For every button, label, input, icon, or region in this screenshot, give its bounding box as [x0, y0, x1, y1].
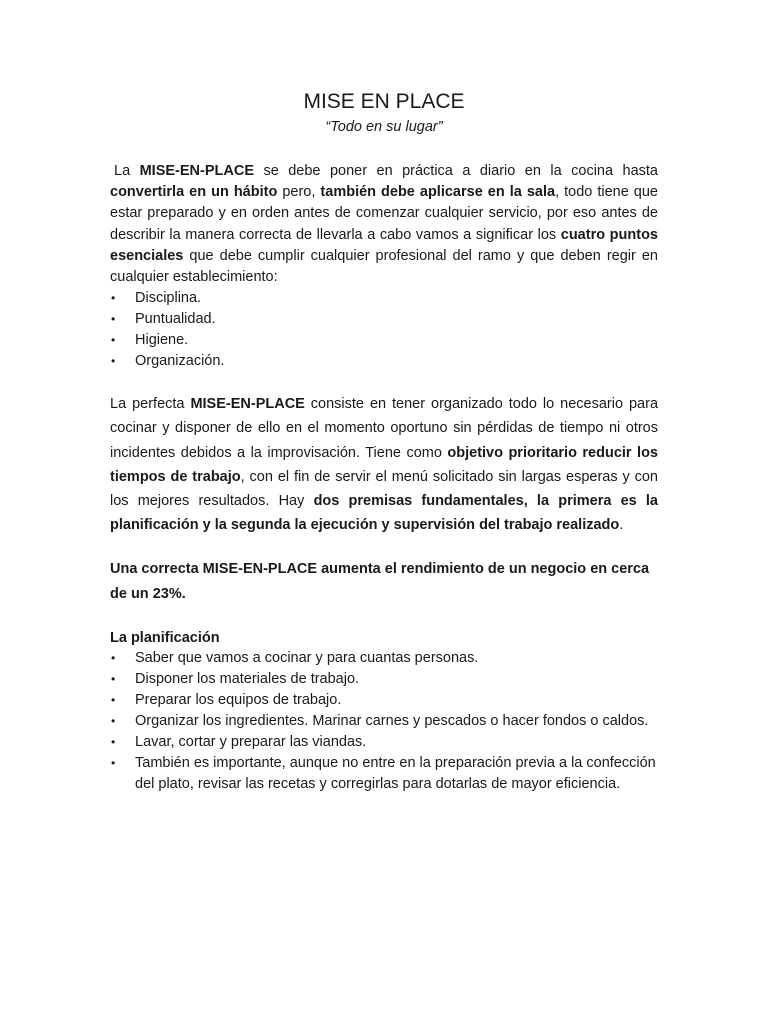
- document-subtitle: “Todo en su lugar”: [325, 119, 443, 135]
- document-title: MISE EN PLACE: [303, 90, 465, 113]
- intro-text-3: pero,: [277, 184, 321, 201]
- para2-text-1: La perfecta: [110, 396, 191, 413]
- para2-text-2: consiste en tener organizado todo lo necesario para cocinar y disponer de ello en el momento oportuno sin pérdidas de tiempo ni otros incidentes debidos a la improvisación. Tiene como: [110, 396, 659, 461]
- para2-bold-2: objetivo prioritario reducir los tiempos de trabajo: [110, 444, 658, 485]
- intro-bold-3: también debe aplicarse en la sala: [320, 184, 556, 201]
- list-item: • Preparar los equipos de trabajo.: [110, 690, 658, 711]
- para2-text-3: , con el fin de servir el menú solicitado sin largas esperas y con los mejores resultados. Hay: [110, 468, 658, 510]
- planning-heading: La planificación: [110, 630, 220, 647]
- intro-bold-2: convertirla en un hábito: [110, 184, 278, 201]
- intro-text-5: que debe cumplir cualquier profesional del ramo y que deben regir en cualquier establecimiento:: [110, 247, 658, 286]
- para2-bold-3: dos premisas fundamentales, la primera es la planificación y la segunda la ejecución y supervisión del trabajo realizado: [110, 493, 658, 534]
- intro-text-4: , todo tiene que estar preparado y en orden antes de comenzar cualquier servicio, por eso antes de describir la manera correcta de llevarla a cabo vamos a significar los: [110, 184, 658, 243]
- intro-bold-1: MISE-EN-PLACE: [139, 163, 254, 179]
- list-item: • Organización.: [110, 351, 658, 372]
- list-item: • Saber que vamos a cocinar y para cuantas personas.: [110, 648, 658, 669]
- list-item: • Higiene.: [110, 330, 658, 351]
- document-page: [110, 88, 658, 795]
- definition-paragraph: [110, 392, 658, 537]
- intro-bold-4: cuatro puntos esenciales: [110, 226, 658, 264]
- performance-paragraph: Una correcta MISE-EN-PLACE aumenta el rendimiento de un negocio en cerca de un 23%.: [110, 561, 650, 602]
- list-item: • Lavar, cortar y preparar las viandas.: [110, 732, 658, 753]
- list-item: • También es importante, aunque no entre en la preparación previa a la confección del plato, revisar las recetas y corregirlas para dotarlas de mayor eficiencia.: [110, 753, 658, 795]
- planning-list: [110, 648, 658, 795]
- intro-text-2: se debe poner en práctica a diario en la cocina hasta: [254, 163, 658, 179]
- list-item: • Disciplina.: [110, 288, 658, 309]
- essential-points-list: [110, 288, 658, 372]
- para2-text-4: .: [619, 517, 624, 534]
- list-item: • Disponer los materiales de trabajo.: [110, 669, 658, 690]
- list-item: • Puntualidad.: [110, 309, 658, 330]
- para2-bold-1: MISE-EN-PLACE: [190, 396, 305, 413]
- list-item: • Organizar los ingredientes. Marinar carnes y pescados o hacer fondos o caldos.: [110, 711, 658, 732]
- intro-text-1: La: [114, 163, 140, 179]
- intro-paragraph: [110, 161, 658, 288]
